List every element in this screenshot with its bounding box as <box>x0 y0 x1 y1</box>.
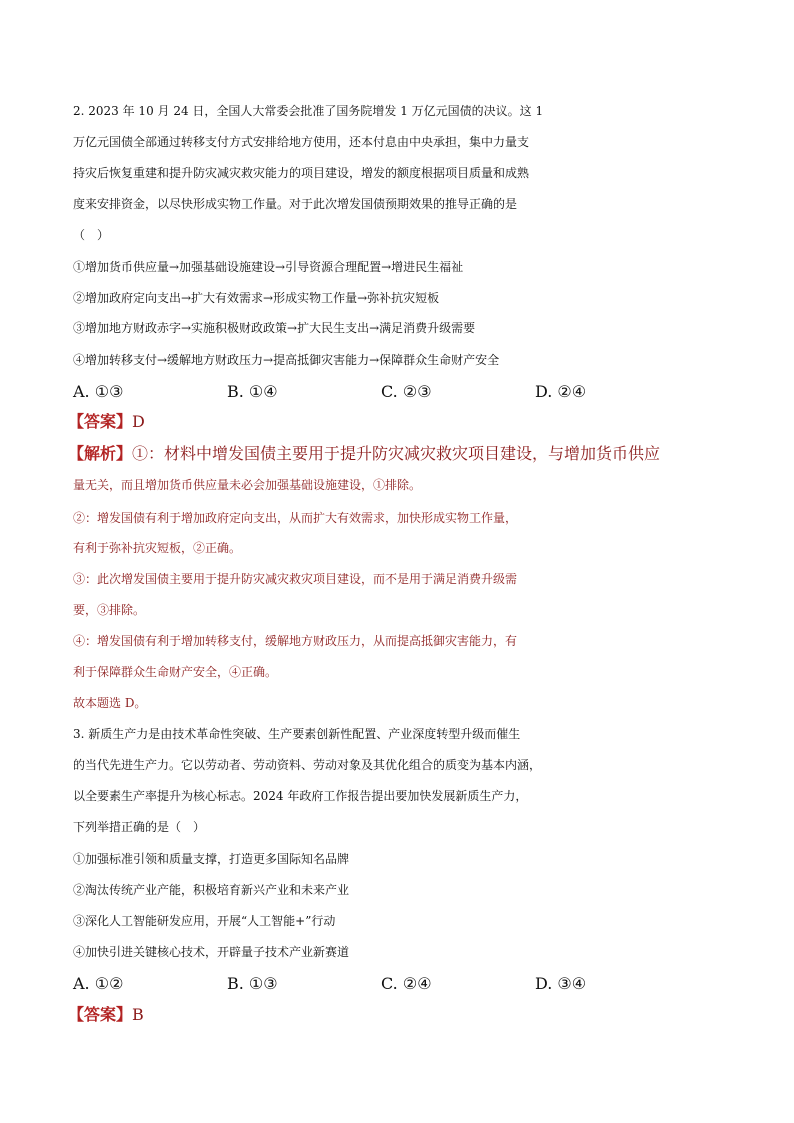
q2-item-3: ③增加地方财政赤字→实施积极财政政策→扩大民生支出→满足消费升级需要 <box>73 321 476 335</box>
q3-item-3: ③深化人工智能研发应用，开展“人工智能+”行动 <box>73 914 336 928</box>
q2-analysis-line-5: ③：此次增发国债主要用于提升防灾减灾救灾项目建设，而不是用于满足消费升级需 <box>73 572 518 586</box>
q2-item-4: ④增加转移支付→缓解地方财政压力→提高抵御灾害能力→保障群众生命财产安全 <box>73 353 500 367</box>
q2-answer-tag: 【答案】 <box>68 412 133 431</box>
q3-answer <box>68 1005 728 1025</box>
q2-answer-value: D <box>132 412 145 431</box>
q3-option-b: B. ①③ <box>227 974 278 993</box>
q2-analysis-line-1 <box>68 444 728 464</box>
q2-conclusion: 故本题选 D。 <box>73 696 147 710</box>
q2-option-c: C. ②③ <box>381 382 432 401</box>
q2-stem-line-5: （ ） <box>73 228 110 242</box>
q2-stem-line-1: 2. 2023 年 10 月 24 日，全国人大常委会批准了国务院增发 1 万亿元国债的决议。这 1 <box>73 104 544 118</box>
q3-stem-line-3: 以全要素生产率提升为核心标志。2024 年政府工作报告提出要加快发展新质生产力， <box>73 789 528 803</box>
q3-answer-tag: 【答案】 <box>68 1005 133 1024</box>
q3-stem-line-1: 3. 新质生产力是由技术革命性突破、生产要素创新性配置、产业深度转型升级而催生 <box>73 727 521 741</box>
q2-analysis-line-4: 有利于弥补抗灾短板，②正确。 <box>73 541 242 555</box>
q3-item-2: ②淘汰传统产业产能，积极培育新兴产业和未来产业 <box>73 883 350 897</box>
q2-analysis-line-7: ④：增发国债有利于增加转移支付，缓解地方财政压力，从而提高抵御灾害能力，有 <box>73 634 518 648</box>
q2-item-2: ②增加政府定向支出→扩大有效需求→形成实物工作量→弥补抗灾短板 <box>73 291 440 305</box>
q3-item-4: ④加快引进关键核心技术，开辟量子技术产业新赛道 <box>73 945 350 959</box>
q3-option-a: A. ①② <box>73 974 124 993</box>
q3-stem-line-2: 的当代先进生产力。它以劳动者、劳动资料、劳动对象及其优化组合的质变为基本内涵， <box>73 758 542 772</box>
q2-stem-line-2: 万亿元国债全部通过转移支付方式安排给地方使用，还本付息由中央承担，集中力量支 <box>73 135 530 149</box>
q2-option-a: A. ①③ <box>73 382 124 401</box>
q3-option-d: D. ③④ <box>535 974 587 993</box>
q2-analysis-line-6: 要，③排除。 <box>73 603 146 617</box>
q2-answer <box>68 412 728 432</box>
q3-answer-value: B <box>132 1005 144 1024</box>
q2-analysis-line-3: ②：增发国债有利于增加政府定向支出，从而扩大有效需求，加快形成实物工作量， <box>73 511 518 525</box>
q2-item-1: ①增加货币供应量→加强基础设施建设→引导资源合理配置→增进民生福祉 <box>73 260 464 274</box>
q2-option-b: B. ①④ <box>227 382 278 401</box>
q2-analysis-text-1: ①：材料中增发国债主要用于提升防灾减灾救灾项目建设，与增加货币供应 <box>132 444 661 463</box>
q2-analysis-line-2: 量无关，而且增加货币供应量未必会加强基础设施建设，①排除。 <box>73 478 422 492</box>
q2-stem-line-3: 持灾后恢复重建和提升防灾减灾救灾能力的项目建设，增发的额度根据项目质量和成熟 <box>73 166 530 180</box>
q3-item-1: ①加强标准引领和质量支撑，打造更多国际知名品牌 <box>73 852 350 866</box>
q2-stem-line-4: 度来安排资金，以尽快形成实物工作量。对于此次增发国债预期效果的推导正确的是 <box>73 197 518 211</box>
q2-analysis-line-8: 利于保障群众生命财产安全，④正确。 <box>73 665 278 679</box>
q3-option-c: C. ②④ <box>381 974 432 993</box>
q3-stem-line-4: 下列举措正确的是（ ） <box>73 820 206 834</box>
q2-option-d: D. ②④ <box>535 382 587 401</box>
q2-analysis-tag: 【解析】 <box>68 444 133 463</box>
